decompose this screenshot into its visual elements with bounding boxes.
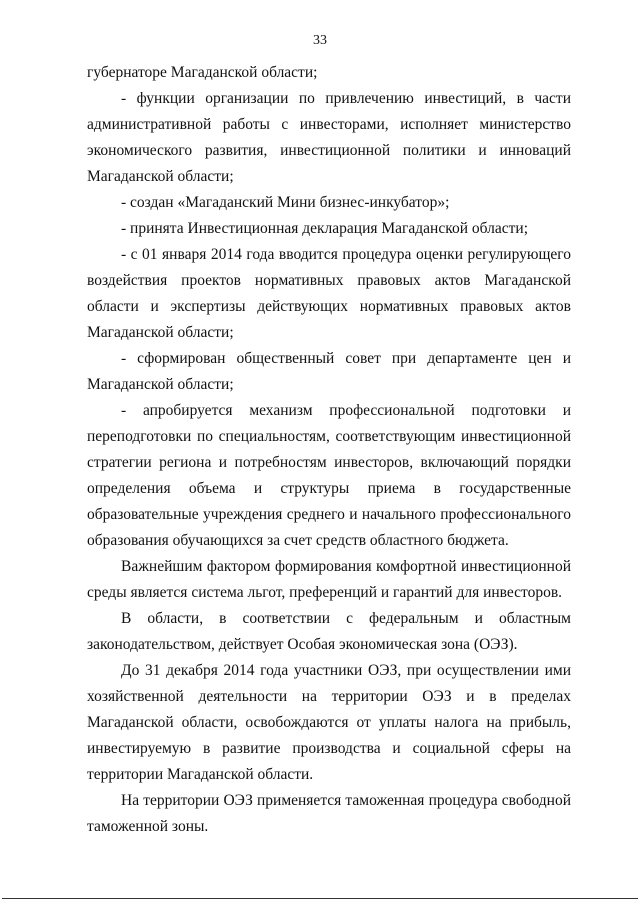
- paragraph-2: - функции организации по привлечению инвестиций, в части административной работы с инвесторами, исполняет министерство экономического развития, инвестиционной политики и инноваций Магаданской области;: [87, 90, 571, 185]
- paragraph-11: На территории ОЭЗ применяется таможенная процедура свободной таможенной зоны.: [87, 792, 571, 835]
- paragraph-5: - с 01 января 2014 года вводится процедура оценки регулирующего воздействия проектов нормативных правовых актов Магаданской области и экспертизы действующих нормативных правовых актов Магаданской области;: [87, 246, 571, 341]
- paragraph-6: - сформирован общественный совет при департаменте цен и Магаданской области;: [87, 350, 571, 393]
- paragraph-4: - принята Инвестиционная декларация Магаданской области;: [121, 220, 529, 237]
- paragraph-3: - создан «Магаданский Мини бизнес-инкубатор»;: [121, 194, 450, 211]
- body-text: [87, 60, 571, 840]
- page-number: 33: [313, 33, 327, 48]
- paragraph-7: - апробируется механизм профессиональной подготовки и переподготовки по специальностям, соответствующим инвестиционной стратегии региона и потребностям инвесторов, включающий порядки определения объема и структуры приема в государственные образовательные учреждения среднего и начального профессионального образования обучающихся за счет средств областного бюджета.: [87, 402, 571, 549]
- paragraph-1: губернаторе Магаданской области;: [87, 64, 318, 81]
- bottom-border-line: [2, 898, 638, 899]
- paragraph-10: До 31 декабря 2014 года участники ОЭЗ, при осуществлении ими хозяйственной деятельности на территории ОЭЗ и в пределах Магаданской области, освобождаются от уплаты налога на прибыль, инвестируемую в развитие производства и социальной сферы на территории Магаданской области.: [87, 662, 571, 783]
- paragraph-8: Важнейшим фактором формирования комфортной инвестиционной среды является система льгот, преференций и гарантий для инвесторов.: [87, 558, 571, 601]
- paragraph-9: В области, в соответствии с федеральным и областным законодательством, действует Особая экономическая зона (ОЭЗ).: [87, 610, 571, 653]
